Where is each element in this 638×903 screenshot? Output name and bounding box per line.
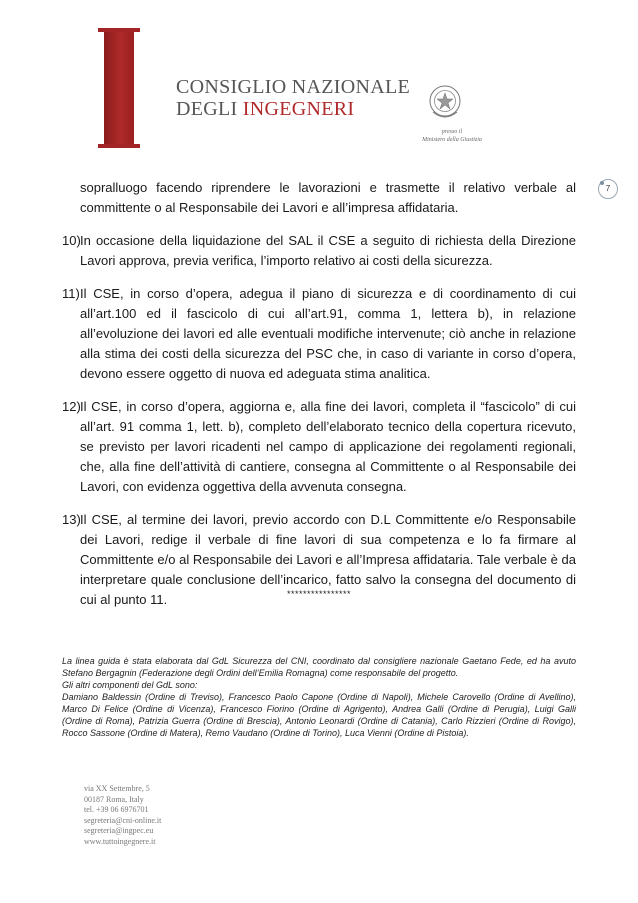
- org-line-2: DEGLI INGEGNERI: [176, 98, 355, 120]
- republic-emblem-icon: [428, 82, 462, 120]
- item-number: 11): [62, 286, 80, 301]
- continuation-paragraph: sopralluogo facendo riprendere le lavorazioni e trasmette il relativo verbale al committente o al Responsabile dei Lavori e all’impresa affidataria.: [80, 180, 576, 215]
- footer-city: 00187 Roma, Italy: [84, 794, 144, 804]
- item-text: In occasione della liquidazione del SAL il CSE a seguito di richiesta della Direzione Lavori approva, previa verifica, l’importo relativo ai costi della sicurezza.: [80, 233, 576, 268]
- ministry-caption: presso il Ministero della Giustizia: [422, 129, 482, 143]
- list-item: [62, 284, 576, 384]
- credits-heading: Gli altri componenti del GdL sono:: [62, 680, 198, 690]
- item-number: 12): [62, 399, 81, 414]
- organization-name: [176, 76, 410, 120]
- item-text: Il CSE, in corso d’opera, adegua il piano di sicurezza e di coordinamento di cui all’art.100 ed il fascicolo di cui all’art.91, comma 1, lettera b), in relazione all’evoluzione dei lavori ed alle eventuali modifiche intervenute; ciò anche in relazione alla stima dei costi della sicurezza del PSC che, in caso di variante in corso d’opera, devono essere oggetto di nuova ed adeguata stima analitica.: [80, 286, 576, 381]
- item-number: 10): [62, 233, 81, 248]
- logo-letter-i: [104, 28, 134, 148]
- document-body: [62, 178, 576, 623]
- org-line-1: CONSIGLIO NAZIONALE: [176, 76, 411, 98]
- footer-phone: tel. +39 06 6976701: [84, 805, 149, 814]
- footer-address: [84, 784, 161, 847]
- credits-members: Damiano Baldessin (Ordine di Treviso), Francesco Paolo Capone (Ordine di Napoli), Michele Carovello (Ordine di Avellino), Marco Di Felice (Ordine di Vicenza), Francesco Fiorino (Ordine di Agrigento), Andrea Galli (Ordine di Perugia), Luigi Galli (Ordine di Roma), Patrizia Guerra (Ordine di Brescia), Antonio Leonardi (Ordine di Catania), Carlo Rizzieri (Ordine di Rovigo), Rocco Sassone (Ordine di Matera), Remo Vaudano (Ordine di Torino), Luca Vienni (Ordine di Pistoia).: [62, 692, 576, 738]
- credits-note: [62, 655, 576, 739]
- footer-street: via XX Settembre, 5: [84, 784, 150, 793]
- section-separator: ****************: [286, 589, 352, 599]
- footer-website: www.tuttoingegnere.it: [84, 836, 156, 846]
- org-line-2-accent: INGEGNERI: [242, 98, 355, 120]
- footer-email: segreteria@cni-online.it: [84, 815, 162, 825]
- item-text: Il CSE, al termine dei lavori, previo accordo con D.L Committente e/o Responsabile dei Lavori, redige il verbale di fine lavori di sua competenza e lo fa firmare al Committente e/o al Responsabile dei Lavori e all’Impresa affidataria. Tale verbale è da interpretare quale conclusione dell’incarico, fatto salvo la consegna del documento di cui al punto 11.: [80, 512, 576, 607]
- list-item: [62, 231, 576, 271]
- footer-pec: segreteria@ingpec.eu: [84, 826, 154, 835]
- list-item: [62, 397, 576, 497]
- credits-intro: La linea guida è stata elaborata dal GdL Sicurezza del CNI, coordinato dal consigliere nazionale Gaetano Fede, ed ha avuto Stefano Bergagnin (Federazione degli Ordini dell’Emilia Romagna) come responsabile del progetto.: [62, 656, 576, 678]
- page-number-badge: 7: [598, 179, 618, 199]
- item-text: Il CSE, in corso d’opera, aggiorna e, alla fine dei lavori, completa il “fascicolo” di cui all’art. 91 comma 1, lett. b), completo dell’elaborato tecnico della copertura ricevuto, se previsto per lavori ricadenti nel campo di applicazione dei regolamenti regionali, che, alla fine dell’attività di cantiere, consegna al Committente o al Responsabile dei Lavori, con evidenza oggettiva della avvenuta consegna.: [80, 399, 576, 494]
- item-number: 13): [62, 512, 81, 527]
